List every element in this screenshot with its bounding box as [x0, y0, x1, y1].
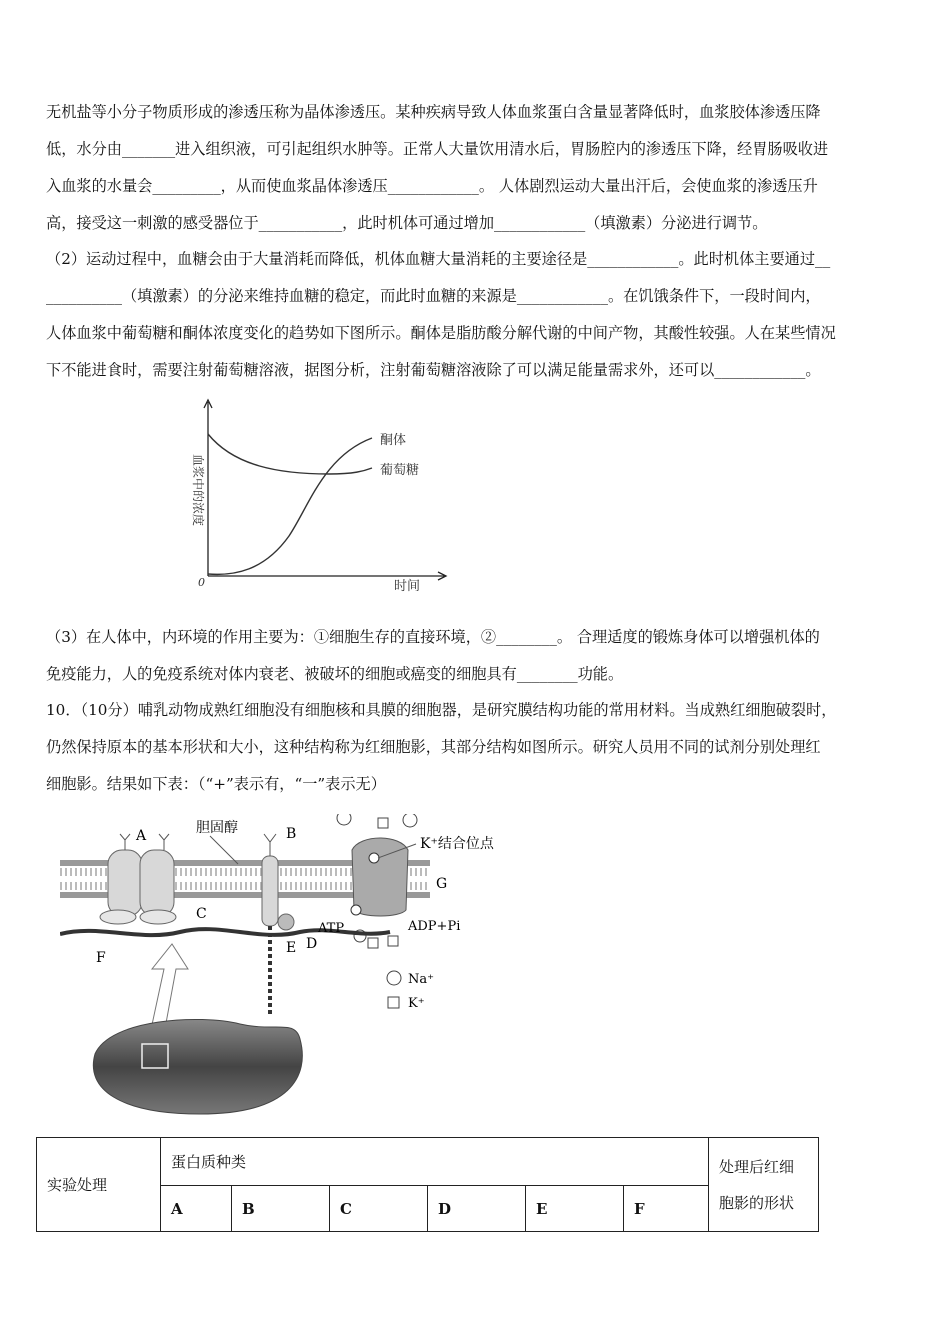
- protein-d: [278, 914, 294, 930]
- paragraph-internal-environment: [46, 619, 912, 693]
- legend-ketone: 酮体: [380, 433, 407, 448]
- experiment-table: [36, 1137, 819, 1232]
- glucose-ketone-graph: [184, 396, 454, 596]
- label-b: B: [286, 826, 297, 842]
- text-line: 10．（10分）哺乳动物成熟红细胞没有细胞核和具膜的细胞器，是研究膜结构功能的常用材料。当成熟红细胞破裂时，: [46, 701, 837, 719]
- protein-g-pump: [337, 814, 417, 948]
- x-axis-label: 时间: [394, 579, 421, 594]
- glucose-curve: [208, 434, 372, 474]
- label-g: G: [436, 876, 448, 892]
- legend-na: Na⁺: [408, 972, 434, 987]
- text-line: 高，接受这一刺激的感受器位于___________，此时机体可通过增加____________（填激素）分泌进行调节。: [46, 214, 768, 232]
- protein-col-b: B: [232, 1186, 330, 1232]
- label-f: F: [96, 950, 106, 966]
- protein-col-e: E: [526, 1186, 624, 1232]
- label-cholesterol: 胆固醇: [196, 820, 238, 836]
- header-shape: [709, 1138, 819, 1232]
- red-cell-membrane-figure: [60, 814, 520, 1119]
- ketone-curve: [208, 438, 372, 574]
- protein-col-d: D: [428, 1186, 526, 1232]
- paragraph-osmotic-pressure: [46, 94, 912, 242]
- red-blood-cell-ghost: [93, 1019, 302, 1114]
- text-line: 人体血浆中葡萄糖和酮体浓度变化的趋势如下图所示。酮体是脂肪酸分解代谢的中间产物，其酸性较强。人在某些情况: [46, 324, 836, 342]
- k-symbol: [388, 997, 399, 1008]
- text-line: （3）在人体中，内环境的作用主要为：①细胞生存的直接环境，②________。 合理适度的锻炼身体可以增强机体的: [46, 628, 820, 646]
- origin-label: 0: [198, 576, 205, 589]
- text-line: （2）运动过程中，血糖会由于大量消耗而降低，机体血糖大量消耗的主要途径是____________。此时机体主要通过__: [46, 250, 831, 268]
- paragraph-blood-glucose: [46, 241, 912, 389]
- legend-glucose: 葡萄糖: [380, 463, 420, 478]
- label-d: D: [306, 936, 318, 952]
- text-line: 低，水分由_______进入组织液，可引起组织水肿等。正常人大量饮用清水后，胃肠腔内的渗透压下降，经胃肠吸收进: [46, 140, 829, 158]
- protein-a: [100, 834, 176, 924]
- header-shape-line2: 胞影的形状: [719, 1193, 795, 1212]
- text-line: 无机盐等小分子物质形成的渗透压称为晶体渗透压。某种疾病导致人体血浆蛋白含量显著降低时，血浆胶体渗透压降: [46, 103, 821, 121]
- label-a: A: [136, 828, 147, 844]
- protein-b: [262, 834, 294, 930]
- protein-col-a: A: [161, 1186, 232, 1232]
- text-line: 细胞影。结果如下表：（“+”表示有，“一”表示无）: [46, 775, 386, 793]
- text-line: __________（填激素）的分泌来维持血糖的稳定，而此时血糖的来源是____________。在饥饿条件下，一段时间内，: [46, 287, 821, 305]
- text-line: 仍然保持原本的基本形状和大小，这种结构称为红细胞影，其部分结构如图所示。研究人员用不同的试剂分别处理红: [46, 738, 821, 756]
- protein-col-f: F: [624, 1186, 709, 1232]
- protein-col-c: C: [330, 1186, 428, 1232]
- text-line: 入血浆的水量会_________，从而使血浆晶体渗透压____________。 人体剧烈运动大量出汗后，会使血浆的渗透压升: [46, 177, 818, 195]
- y-axis-label: 血浆中的浓度: [191, 454, 205, 527]
- label-atp: ATP: [318, 921, 345, 936]
- text-line: 下不能进食时，需要注射葡萄糖溶液，据图分析，注射葡萄糖溶液除了可以满足能量需求外，还可以____________。: [46, 361, 821, 379]
- label-e: E: [286, 940, 297, 956]
- text-line: 免疫能力，人的免疫系统对体内衰老、被破坏的细胞或癌变的细胞具有________功能。: [46, 665, 624, 683]
- na-symbol: [387, 971, 401, 985]
- header-treatment: 实验处理: [37, 1138, 161, 1232]
- question-10: [46, 692, 912, 803]
- header-shape-line1: 处理后红细: [719, 1157, 795, 1176]
- label-c: C: [196, 906, 207, 922]
- header-protein-type: 蛋白质种类: [161, 1138, 709, 1186]
- label-adp: ADP+Pi: [408, 919, 461, 934]
- label-k-site: K⁺结合位点: [420, 836, 494, 852]
- legend-k: K⁺: [408, 996, 425, 1011]
